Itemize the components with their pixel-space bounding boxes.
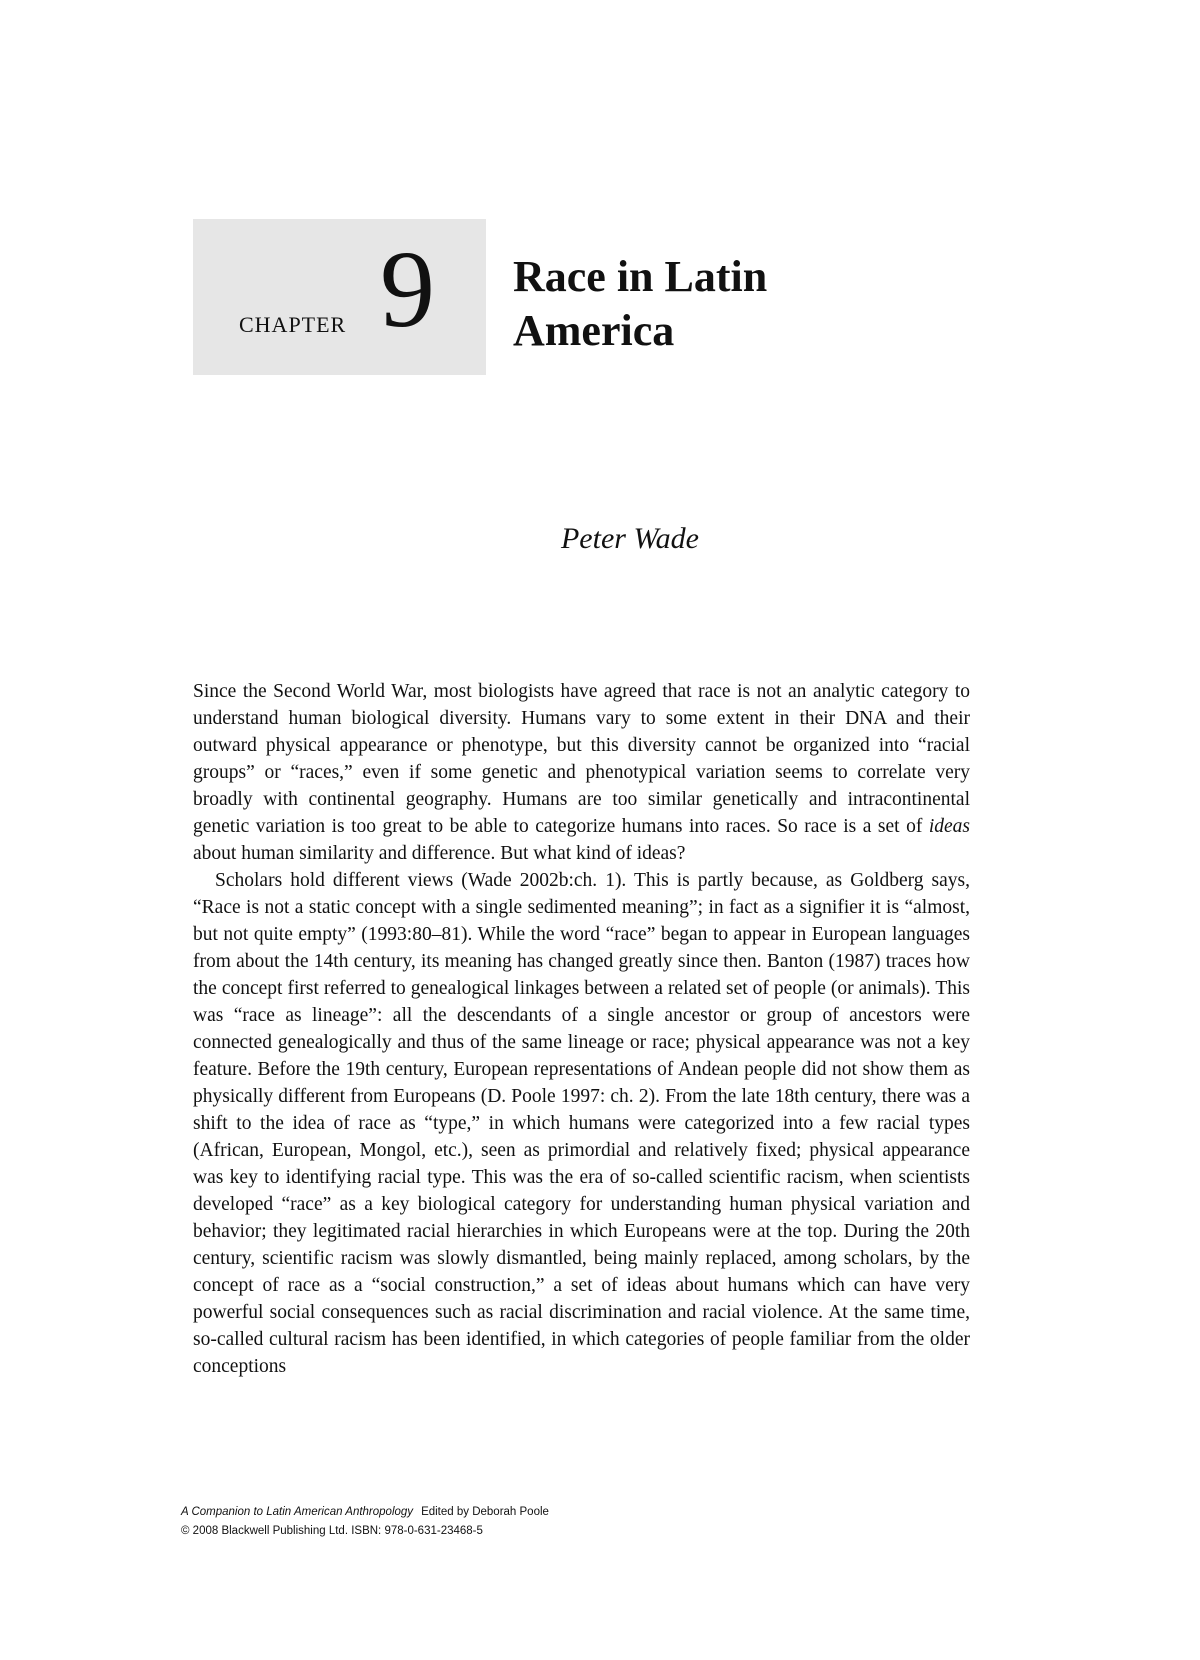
chapter-title xyxy=(513,250,993,358)
paragraph-1-part-a: Since the Second World War, most biologists have agreed that race is not an analytic category to understand human biological diversity. Humans vary to some extent in their DNA and their outward physical appearance or phenotype, but this diversity cannot be organized into “racial groups” or “races,” even if some genetic and phenotypical variation seems to correlate very broadly with continental geography. Humans are too similar genetically and intracontinental genetic variation is too great to be able to categorize humans into races. So race is a set of xyxy=(193,681,970,837)
footer-line-1 xyxy=(181,1503,881,1522)
emphasis-ideas: ideas xyxy=(928,816,970,837)
page-footer xyxy=(181,1503,881,1541)
paragraph-1-part-b: about human similarity and difference. But what kind of ideas? xyxy=(193,843,686,864)
chapter-heading-box xyxy=(193,219,486,375)
book-editor: Edited by Deborah Poole xyxy=(421,1506,549,1518)
copyright-line: © 2008 Blackwell Publishing Ltd. ISBN: 978-0-631-23468-5 xyxy=(181,1525,483,1537)
author-name: Peter Wade xyxy=(560,522,700,555)
paragraph-1 xyxy=(193,678,970,867)
chapter-label: CHAPTER xyxy=(239,312,347,337)
chapter-number: 9 xyxy=(380,228,435,350)
body-text xyxy=(193,678,970,1380)
chapter-title-line-2: America xyxy=(513,306,675,355)
chapter-title-line-1: Race in Latin xyxy=(513,252,768,301)
book-title: A Companion to Latin American Anthropology xyxy=(181,1506,414,1518)
paragraph-2: Scholars hold different views (Wade 2002b:ch. 1). This is partly because, as Goldberg says, “Race is not a static concept with a single sedimented meaning”; in fact as a signifier it is “almost, but not quite empty” (1993:80–81). While the word “race” began to appear in European languages from about the 14th century, its meaning has changed greatly since then. Banton (1987) traces how the concept first referred to genealogical linkages between a related set of people (or animals). This was “race as lineage”: all the descendants of a single ancestor or group of ancestors were connected genealogically and thus of the same lineage or race; physical appearance was not a key feature. Before the 19th century, European representations of Andean people did not show them as physically different from Europeans (D. Poole 1997: ch. 2). From the late 18th century, there was a shift to the idea of race as “type,” in which humans were categorized into a few racial types (African, European, Mongol, etc.), seen as primordial and relatively fixed; physical appearance was key to identifying racial type. This was the era of so-called scientific racism, when scientists developed “race” as a key biological category for understanding human physical variation and behavior; they legitimated racial hierarchies in which Europeans were at the top. During the 20th century, scientific racism was slowly dismantled, being mainly replaced, among scholars, by the concept of race as a “social construction,” a set of ideas about humans which can have very powerful social consequences such as racial discrimination and racial violence. At the same time, so-called cultural racism has been identified, in which categories of people familiar from the older conceptions xyxy=(193,870,970,1377)
